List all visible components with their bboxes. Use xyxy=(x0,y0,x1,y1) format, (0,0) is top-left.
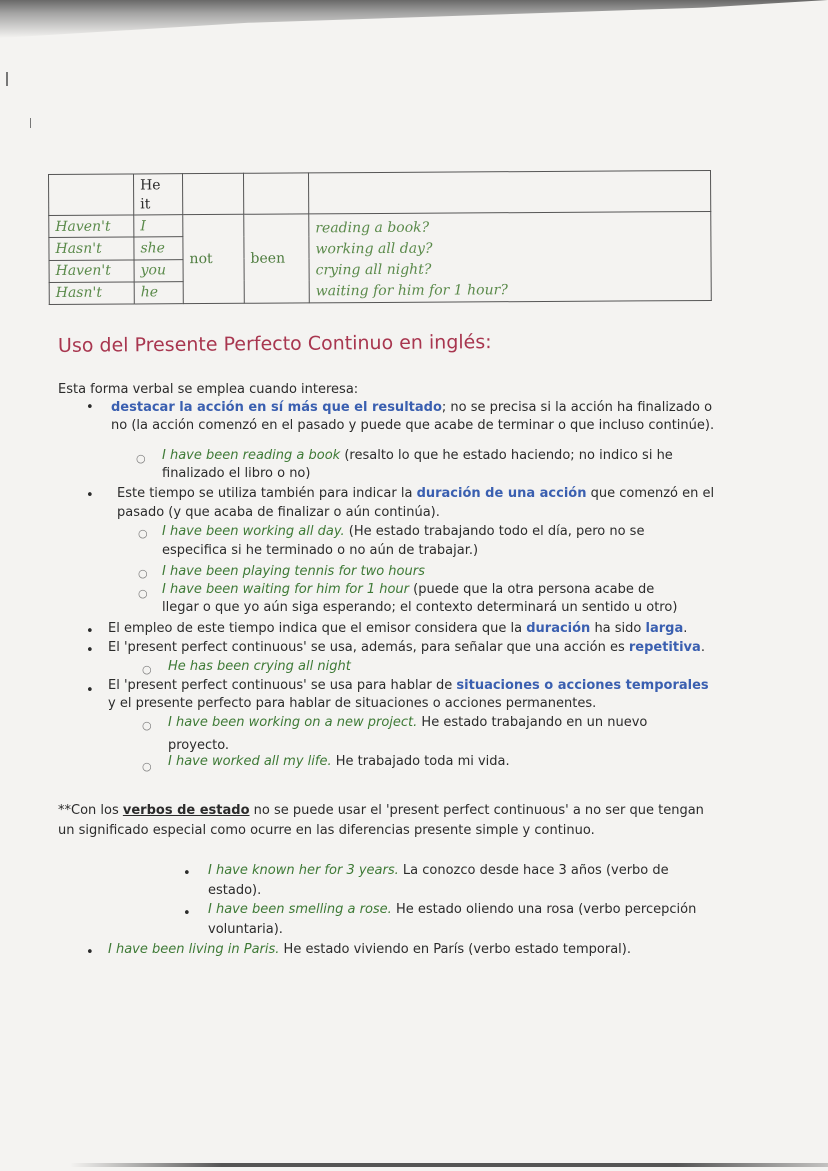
table-cell: not xyxy=(183,214,245,303)
note-text: **Con los verbos de estado no se puede usar el 'present perfect continuous' a no ser que tengan xyxy=(58,803,704,818)
list-item-text: voluntaria). xyxy=(208,922,283,937)
bullet-icon: • xyxy=(86,683,94,698)
sub-bullet-icon: ○ xyxy=(142,719,152,732)
table-row xyxy=(49,170,711,215)
example: I have been working all day. (He estado trabajando todo el día, pero no se xyxy=(162,524,645,539)
list-item-text: no (la acción comenzó en el pasado y puede que acabe de terminar o que incluso continúe). xyxy=(111,418,715,433)
list-item: I have been living in Paris. He estado viviendo en París (verbo estado temporal). xyxy=(108,942,631,957)
example-text: proyecto. xyxy=(168,738,230,753)
example: I have been waiting for him for 1 hour (puede que la otra persona acabe de xyxy=(162,582,655,597)
table-cell: He it xyxy=(134,174,183,215)
example-text: finalizado el libro o no) xyxy=(162,466,311,481)
scan-edge xyxy=(70,1163,828,1167)
bullet-icon: • xyxy=(183,866,191,881)
bullet-icon: • xyxy=(86,488,94,503)
sub-bullet-icon: ○ xyxy=(142,760,152,773)
bullet-icon: • xyxy=(86,624,94,639)
list-item-text: y el presente perfecto para hablar de situaciones o acciones permanentes. xyxy=(108,696,597,711)
example: He has been crying all night xyxy=(168,659,351,674)
list-item: I have known her for 3 years. La conozco desde hace 3 años (verbo de xyxy=(208,863,669,878)
sub-bullet-icon: ○ xyxy=(138,587,148,600)
list-item: El 'present perfect continuous' se usa, además, para señalar que una acción es repetitiva. xyxy=(108,640,705,655)
table-cell: you xyxy=(134,259,183,282)
list-item-text: pasado (y que acaba de finalizar o aún continúa). xyxy=(117,505,440,520)
bullet-icon: • xyxy=(86,643,94,658)
sub-bullet-icon: ○ xyxy=(136,452,146,465)
table-cell: I xyxy=(134,215,183,238)
example: I have worked all my life. He trabajado toda mi vida. xyxy=(168,754,510,769)
sub-bullet-icon: ○ xyxy=(138,527,148,540)
list-item: El 'present perfect continuous' se usa para hablar de situaciones o acciones temporales xyxy=(108,678,709,693)
bullet-icon: • xyxy=(86,400,94,415)
list-item: I have been smelling a rose. He estado oliendo una rosa (verbo percepción xyxy=(208,902,697,917)
list-item: Este tiempo se utiliza también para indicar la duración de una acción que comenzó en el xyxy=(117,486,715,501)
table-cell: been xyxy=(244,214,310,303)
scan-mark xyxy=(6,72,8,86)
table-cell: Hasn't xyxy=(49,282,134,305)
sub-bullet-icon: ○ xyxy=(142,663,152,676)
example: I have been playing tennis for two hours xyxy=(162,564,425,579)
list-item: El empleo de este tiempo indica que el emisor considera que la duración ha sido larga. xyxy=(108,621,688,636)
example: I have been working on a new project. He estado trabajando en un nuevo xyxy=(168,715,648,730)
sub-bullet-icon: ○ xyxy=(138,567,148,580)
scan-mark xyxy=(30,118,31,128)
table-cell: Haven't xyxy=(49,215,134,238)
table-cell: Haven't xyxy=(49,259,134,282)
conjugation-table xyxy=(48,170,712,305)
table-cell: he xyxy=(134,281,183,304)
bullet-icon: • xyxy=(86,945,94,960)
example-text: especifica si he terminado o no aún de trabajar.) xyxy=(162,543,479,558)
list-item-text: estado). xyxy=(208,883,262,898)
example-text: llegar o que yo aún siga esperando; el contexto determinará un sentido u otro) xyxy=(162,600,678,615)
intro-text: Esta forma verbal se emplea cuando interesa: xyxy=(58,382,359,397)
table-cell: reading a book? working all day? crying all night? waiting for him for 1 hour? xyxy=(309,211,712,302)
bullet-icon: • xyxy=(183,906,191,921)
example: I have been reading a book (resalto lo que he estado haciendo; no indico si he xyxy=(162,448,673,463)
section-title: Uso del Presente Perfecto Continuo en inglés: xyxy=(57,331,492,357)
scan-shadow xyxy=(0,0,828,38)
table-cell: Hasn't xyxy=(49,237,134,260)
list-item: destacar la acción en sí más que el resultado; no se precisa si la acción ha finalizado o xyxy=(111,400,713,415)
note-text: un significado especial como ocurre en las diferencias presente simple y continuo. xyxy=(58,823,595,838)
table-cell: she xyxy=(134,237,183,260)
table-row xyxy=(49,211,711,237)
